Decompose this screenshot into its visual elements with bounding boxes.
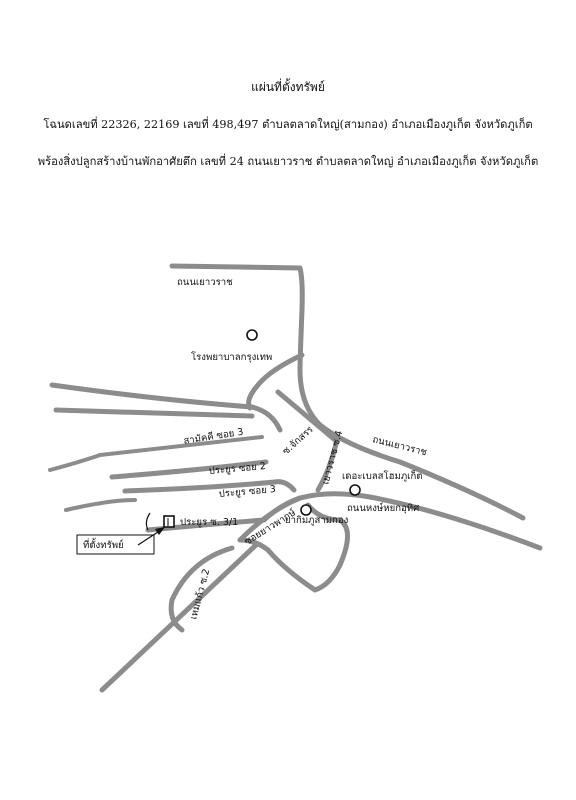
label-soi-chaksan: ซ.จักสรร [280, 424, 316, 458]
road-samakkhi-link [56, 410, 252, 416]
label-yaowarat-soi4: เยาวราช ซ.4 [320, 429, 346, 486]
label-hemmanew-soi2: เหมแก้ว ซ.2 [188, 567, 213, 621]
label-pharmacy: ยากิมภูสามกอง [285, 515, 349, 526]
label-prayoon-soi3: ประยูร ซอย 3 [218, 484, 277, 500]
road-southwest-diagonal [102, 545, 256, 690]
road-prayoon-edge [66, 500, 135, 510]
deed-info-line: โฉนดเลขที่ 22326, 22169 เลขที่ 498,497 ตำบลตลาดใหญ่(สามกอง) อำเภอเมืองภูเก็ต จังหวัดภูเก็ต [43, 118, 533, 131]
label-samakkhi-soi3: สามัคคี ซอย 3 [182, 426, 245, 447]
label-the-bless: เดอะเบลสโฮมภูเก็ต [342, 471, 423, 482]
label-soi-yaowaphakdi: ซอยยาวพากษ์ [242, 507, 298, 548]
building-info-line: พร้องสิ่งปลูกสร้างบ้านพักอาศัยตึก เลขที่ 24 ถนนเยาวราช ตำบลตลาดใหญ่ อำเภอเมืองภูเก็ต จังหวัดภูเก็ต [37, 155, 539, 168]
label-prayoon-soi3-1: ประยูร ซ. 3/1 [180, 517, 239, 528]
roads [50, 266, 540, 690]
label-prayoon-soi2: ประยูร ซอย 2 [208, 461, 267, 477]
property-label: ที่ตั้งทรัพย์ [83, 540, 124, 551]
label-hospital: โรงพยาบาลกรุงเทพ [191, 352, 273, 363]
label-yaowarat-right: ถนนเยาวราช [371, 434, 428, 459]
label-hongyok-uthit: ถนนหงษ์หยกอุทิศ [347, 503, 420, 514]
map-title: แผ่นที่ตั้งทรัพย์ [251, 80, 325, 94]
hospital-marker [247, 330, 257, 340]
the-bless-marker [350, 485, 360, 495]
road-samakkhi-soi3 [52, 385, 280, 430]
pharmacy-marker [301, 505, 311, 515]
property-marker [164, 516, 174, 527]
label-yaowarat-top: ถนนเยาวราช [177, 277, 233, 288]
